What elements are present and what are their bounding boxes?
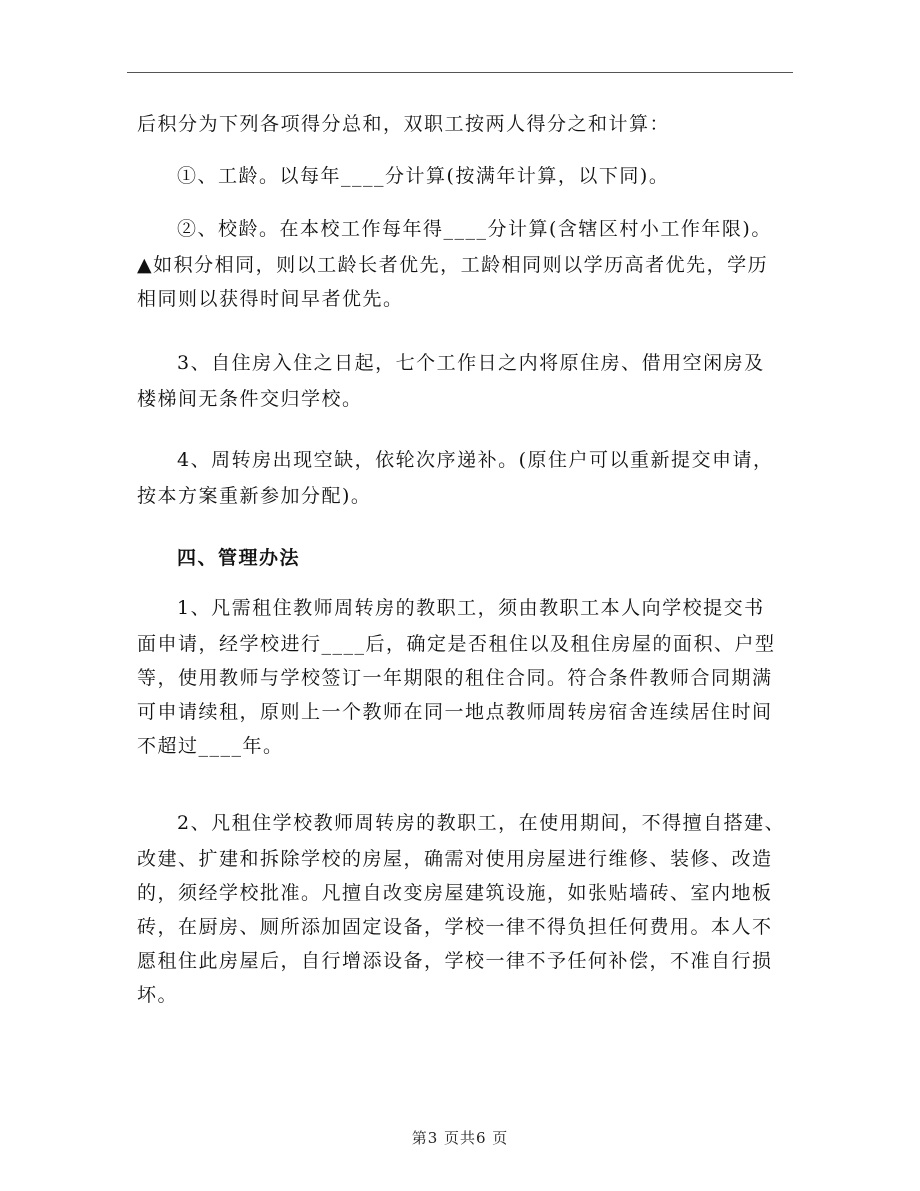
text-line: 3、自住房入住之日起，七个工作日之内将原住房、借用空闲房及 [177, 352, 765, 374]
paragraph-scoring-intro [137, 107, 797, 141]
text-line: 砖，在厨房、厕所添加固定设备，学校一律不得负担任何费用。本人不 [137, 916, 773, 938]
paragraph-management-1 [177, 591, 837, 625]
text-line: ▲如积分相同，则以工龄长者优先，工龄相同则以学历高者优先，学历 [137, 254, 769, 276]
text-line: 2、凡租住学校教师周转房的教职工，在使用期间，不得擅自搭建、 [177, 812, 786, 834]
text-line: 坏。 [137, 984, 179, 1006]
paragraph-item-3 [177, 346, 837, 380]
text-line: ①、工龄。以每年____分计算(按满年计算，以下同)。 [177, 165, 670, 187]
paragraph-item-3-cont [137, 382, 797, 416]
text-line: 4、周转房出现空缺，依轮次序递补。(原住户可以重新提交申请， [177, 449, 774, 471]
text-line: 的，须经学校批准。凡擅自改变房屋建筑设施，如张贴墙砖、室内地板 [137, 882, 773, 904]
text-line: 后积分为下列各项得分总和，双职工按两人得分之和计算： [137, 113, 671, 135]
paragraph-item-4 [177, 443, 837, 477]
paragraph-management-1-cont [137, 627, 797, 763]
paragraph-management-2-cont [137, 842, 797, 1012]
page-number: 第3 页共6 页 [411, 1129, 509, 1147]
section-heading-management [177, 541, 837, 575]
paragraph-item-4-cont [137, 479, 797, 513]
text-line: 愿租住此房屋后，自行增添设备，学校一律不予任何补偿，不准自行损 [137, 950, 773, 972]
text-line: ②、校龄。在本校工作每年得____分计算(含辖区村小工作年限)。 [177, 218, 772, 240]
text-line: 改建、扩建和拆除学校的房屋，确需对使用房屋进行维修、装修、改造 [137, 848, 773, 870]
paragraph-school-years [177, 212, 837, 246]
text-line: 等，使用教师与学校签订一年期限的租住合同。符合条件教师合同期满 [137, 667, 773, 689]
text-line: 1、凡需租住教师周转房的教职工，须由教职工本人向学校提交书 [177, 597, 765, 619]
paragraph-management-2 [177, 806, 837, 840]
text-line: 可申请续租，原则上一个教师在同一地点教师周转房宿舍连续居住时间 [137, 701, 773, 723]
paragraph-work-years [177, 159, 837, 193]
text-line: 相同则以获得时间早者优先。 [137, 288, 404, 310]
text-line: 按本方案重新参加分配)。 [137, 485, 372, 507]
section-heading-text: 四、管理办法 [177, 547, 301, 569]
header-rule [127, 72, 793, 73]
paragraph-tie-break-note [137, 248, 797, 316]
text-line: 不超过____年。 [137, 735, 284, 757]
text-line: 面申请，经学校进行____后，确定是否租住以及租住房屋的面积、户型 [137, 633, 776, 655]
text-line: 楼梯间无条件交归学校。 [137, 388, 363, 410]
